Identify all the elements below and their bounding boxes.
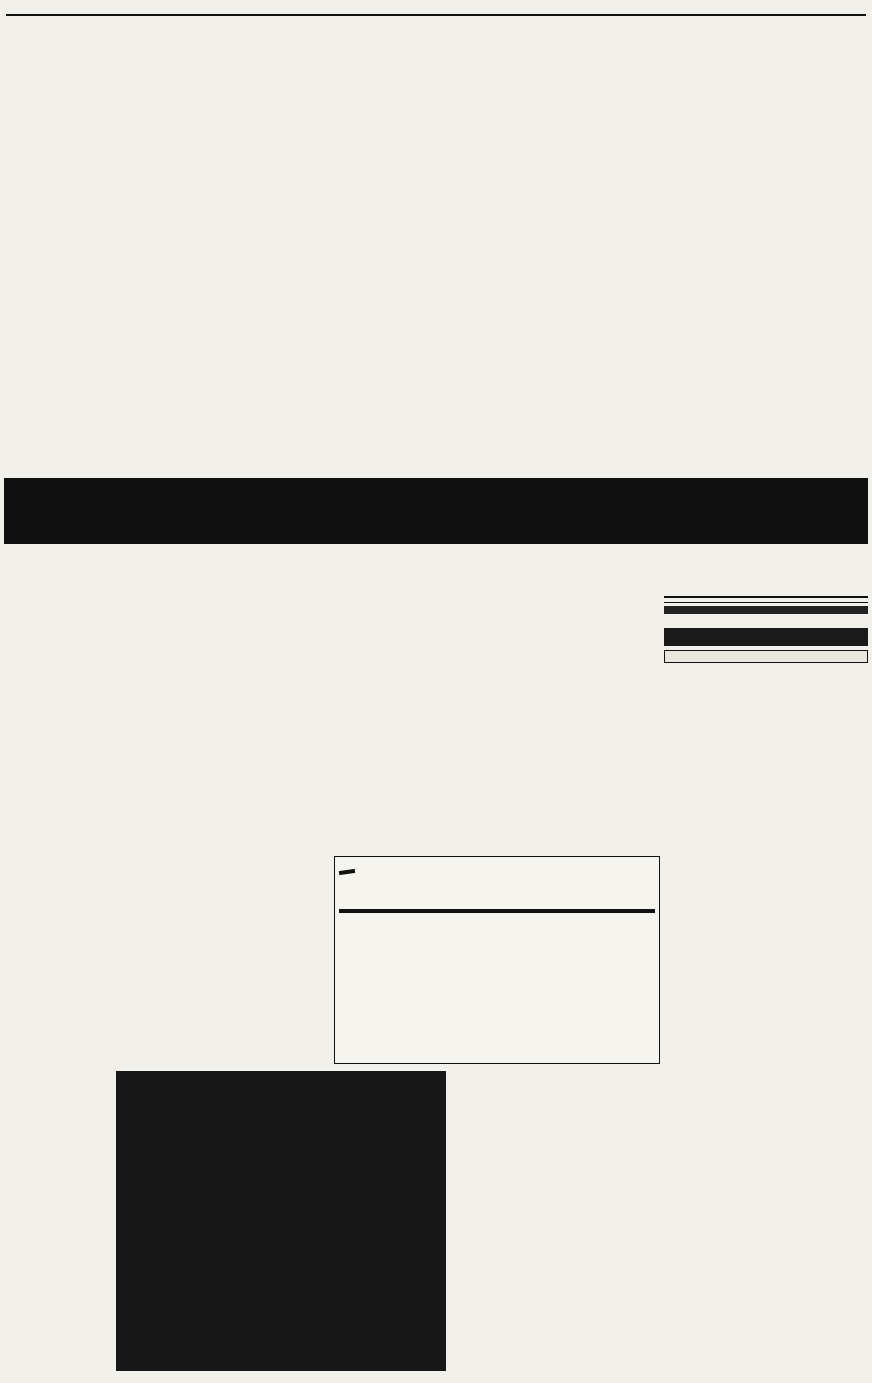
- puzzled-tower: [339, 909, 655, 913]
- top-listings-grid: [4, 40, 868, 472]
- colonial-features: [664, 617, 868, 625]
- franklin-park-towers-ad: [334, 856, 660, 1064]
- folio-header: [6, 2, 866, 16]
- fairmont-park-ad: [664, 628, 868, 646]
- colonial-tagline: [664, 606, 868, 614]
- puzzled-tag: [339, 869, 355, 875]
- muirwood-square-ad: [664, 650, 868, 663]
- apartments-section: [4, 556, 868, 1378]
- colonial-court-column: [664, 556, 868, 1378]
- surprise-headline: [127, 1085, 435, 1117]
- colonial-title: [664, 596, 868, 603]
- apartments-banner: [4, 478, 868, 544]
- surprisingly-affordable-ad: [116, 1071, 446, 1371]
